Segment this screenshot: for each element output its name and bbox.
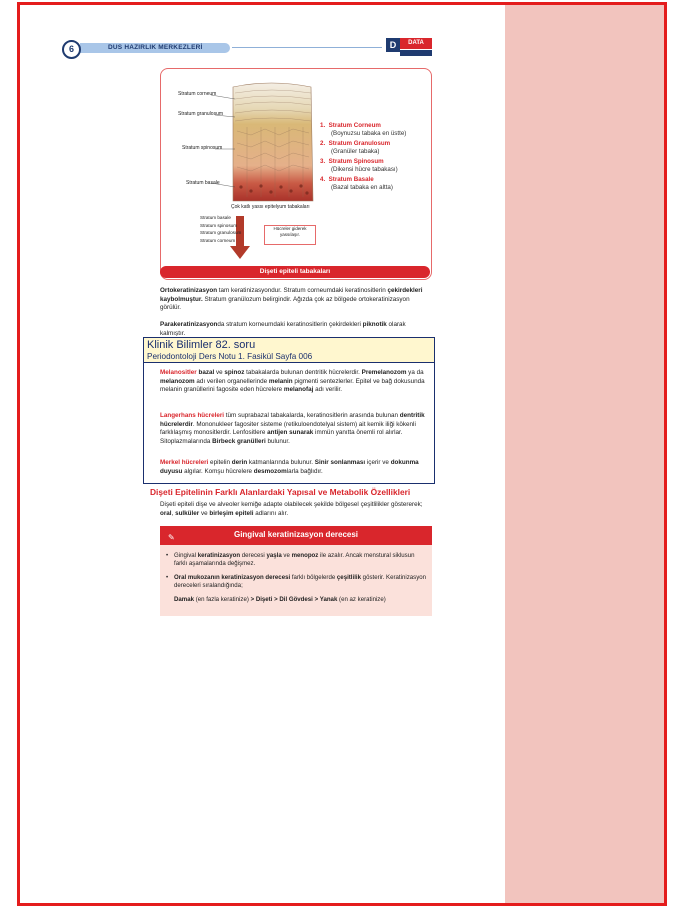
term-merkel: Merkel hücreleri	[160, 459, 209, 466]
emphasis: birleşim epiteli	[209, 509, 254, 517]
emphasis: Sinir sonlanması	[314, 459, 366, 466]
text: (en az keratinize)	[337, 596, 386, 603]
strata-item: Stratum corneum	[200, 237, 236, 243]
bullet-icon: •	[166, 552, 169, 559]
pen-icon: ✎	[168, 533, 175, 542]
legend-num: 4.	[320, 176, 326, 183]
legend-num: 3.	[320, 158, 326, 165]
legend-item	[320, 140, 428, 156]
legend-sub: (Dikensi hücre tabakası)	[331, 166, 398, 173]
text: ile azalır. Ancak menstural siklusun farklı aşamalarında değişmez.	[174, 552, 415, 568]
label-stratum-spinosum: Stratum spinosum	[182, 145, 223, 151]
text: Gingival	[174, 552, 198, 559]
emphasis: dokunma duyusu	[160, 459, 419, 475]
text: Stratum granülozum belirgindir. Ağızda çok az bölgede ortokeratinizasyon görülür.	[160, 295, 410, 312]
term-parakeratinizasyon: Parakeratinizasyon	[160, 321, 218, 328]
text: olarak kalmıştır.	[160, 321, 406, 336]
logo-bar	[400, 50, 432, 56]
publisher-logo	[386, 38, 432, 58]
strata-item: Stratum granulosum	[200, 230, 242, 235]
paragraph-langerhans	[160, 412, 432, 446]
text: gösterir. Keratinizasyon dereceleri sıralandığında;	[174, 574, 427, 590]
text: algılar. Komşu hücrelere	[182, 467, 254, 475]
figure-caption: Dişeti epiteli tabakaları	[160, 266, 430, 278]
emphasis: menopoz	[291, 552, 319, 559]
text: ve	[214, 369, 225, 376]
legend-title: Stratum Granulosum	[328, 140, 391, 147]
emphasis: keratinizasyon	[197, 552, 241, 559]
emphasis: antijen sunarak	[267, 429, 314, 437]
label-stratum-basale: Stratum basale	[186, 180, 220, 186]
emphasis: çekirdekleri kaybolmuştur.	[160, 287, 423, 303]
emphasis: bazal	[198, 369, 215, 376]
section-paragraph	[160, 501, 432, 518]
emphasis: spinoz	[224, 369, 245, 376]
text: bulunur.	[265, 437, 290, 445]
bullet-icon: •	[166, 574, 169, 581]
text: içerir ve	[365, 459, 391, 466]
logo-mark-icon: D	[386, 38, 400, 52]
emphasis: desmozom	[253, 467, 287, 475]
text: pigmenti sentezlerler. Epitel ve bağ dokusunda melanin granüllerini fagosite eden hücrelere	[160, 377, 425, 394]
strata-item: Stratum spinosum	[200, 222, 238, 228]
label-stratum-corneum: Stratum corneum	[178, 91, 217, 97]
emphasis: melanin	[268, 377, 293, 385]
text: da stratum korneumdaki keratinositlerin çekirdekleri	[217, 321, 363, 328]
flattening-note: Hücreler giderek yassılaşır.	[264, 225, 316, 245]
emphasis: dentritik hücrelerdir	[160, 412, 425, 428]
emphasis: Premelanozom	[361, 369, 407, 376]
emphasis: Oral mukozanın keratinizasyon derecesi	[174, 574, 291, 581]
term-ortokeratinizasyon: Ortokeratinizasyon	[160, 287, 218, 294]
logo-text: DATA	[400, 38, 432, 49]
section-heading: Dişeti Epitelinin Farklı Alanlardaki Yapısal ve Metabolik Özellikleri	[150, 487, 411, 497]
strata-item: Stratum basale	[200, 215, 231, 220]
header-title: DUS HAZIRLIK MERKEZLERİ	[108, 44, 203, 51]
paragraph-ortokeratinizasyon	[160, 287, 432, 313]
emphasis: Birbeck granülleri	[212, 437, 266, 445]
legend-item	[320, 122, 428, 138]
text: ve	[281, 552, 292, 559]
emphasis: sulküler	[175, 509, 200, 517]
text: epitelin	[208, 459, 232, 466]
emphasis: derin	[231, 459, 248, 466]
legend-sub: (Granüler tabaka)	[331, 148, 380, 155]
legend-num: 2.	[320, 140, 326, 147]
text: ve	[199, 509, 210, 517]
term-melanositler: Melanositler	[160, 369, 197, 376]
emphasis: melanofaj	[283, 386, 314, 394]
strata-list	[200, 214, 264, 244]
text: farklı bölgelerde	[290, 574, 337, 581]
paragraph-merkel	[160, 459, 432, 476]
emphasis: piknotik	[362, 321, 387, 328]
text: . Mononukleer fagositer sisteme (retikuloendotelyal sistem) ait kemik iliği kökenli farklılaşmış monositlerdir. Lenfositlere	[160, 420, 416, 437]
paragraph-parakeratinizasyon	[160, 321, 432, 336]
text: tam keratinizasyondur. Stratum corneumdaki keratinositlerin	[217, 287, 388, 294]
side-panel	[505, 5, 664, 903]
text: ,	[171, 509, 176, 517]
gingival-bullet-1	[166, 552, 428, 569]
text: tabakalarda bulunan dentritik hücrelerdir.	[244, 369, 362, 376]
bottom-rule	[17, 903, 667, 906]
figure-bottom-label: Çok katlı yassı epitelyum tabakaları	[231, 204, 310, 210]
annotation-line-2: Periodontoloji Ders Notu 1. Fasikül Sayfa 006	[147, 352, 313, 361]
text: immün yanıtta önemli rol alırlar. Sitoplazmalarında	[160, 429, 403, 445]
legend-item	[320, 176, 428, 192]
legend-item	[320, 158, 428, 174]
text: adlarını alır.	[253, 509, 289, 517]
text: katmanlarında bulunur.	[247, 459, 315, 466]
term-langerhans: Langerhans hücreleri	[160, 412, 225, 419]
text: Dişeti epiteli dişe ve alveoler kemiğe adapte olabilecek şekilde bölgesel çeşitlilikler göstererek;	[160, 501, 423, 508]
text: derecesi	[240, 552, 267, 559]
reference-annotation	[143, 337, 435, 363]
page-number: 6	[62, 40, 81, 59]
text: adı verilir.	[313, 386, 343, 394]
annotation-line-1: Klinik Bilimler 82. soru	[147, 339, 256, 351]
gingival-bullet-2	[166, 574, 428, 591]
gingival-ranking	[166, 596, 428, 604]
label-stratum-granulosum: Stratum granulosum	[178, 111, 224, 117]
paragraph-melanositler	[160, 369, 432, 395]
legend-sub: (Bazal tabaka en altta)	[331, 184, 393, 191]
text: adı verilen organellerinde	[194, 377, 269, 385]
legend-title: Stratum Spinosum	[328, 158, 384, 165]
text: ya da	[406, 369, 424, 376]
legend-title: Stratum Corneum	[328, 122, 381, 129]
gingival-title: Gingival keratinizasyon derecesi	[233, 530, 359, 539]
text: tüm suprabazal tabakalarda, keratinositlerin arasında bulunan	[224, 412, 400, 419]
figure-legend	[320, 122, 428, 194]
emphasis: melanozom	[160, 377, 195, 385]
text: larla bağlıdır.	[286, 467, 323, 475]
header-rule	[232, 47, 382, 48]
legend-sub: (Boynuzsu tabaka en üstte)	[331, 130, 407, 137]
text: (en fazla keratinize)	[194, 596, 251, 603]
legend-title: Stratum Basale	[328, 176, 374, 183]
emphasis: yaşla	[266, 552, 282, 559]
emphasis: çeşitlilik	[336, 574, 361, 581]
emphasis: > Dişeti > Dil Gövdesi > Yanak	[250, 596, 338, 603]
legend-num: 1.	[320, 122, 326, 129]
emphasis: Damak	[174, 596, 194, 603]
emphasis: oral	[160, 509, 172, 517]
